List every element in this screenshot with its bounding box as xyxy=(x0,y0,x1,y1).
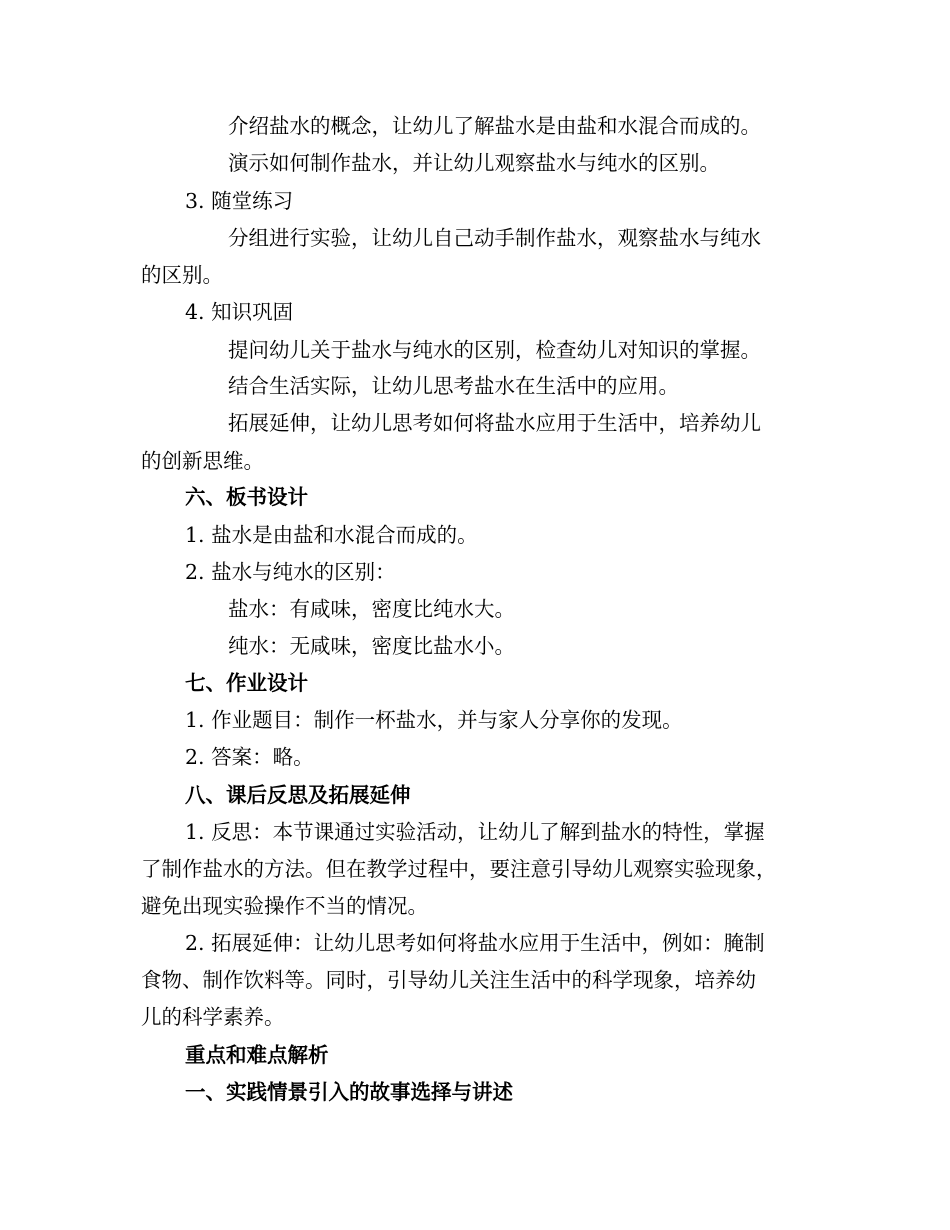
section-heading: 一、实践情景引入的故事选择与讲述 xyxy=(185,1080,513,1104)
paragraph-line: 儿的科学素养。 xyxy=(141,1005,285,1029)
list-item-heading: 3. 随堂练习 xyxy=(185,189,294,213)
list-item: 2. 答案：略。 xyxy=(185,745,314,769)
section-heading: 八、课后反思及拓展延伸 xyxy=(185,783,411,807)
section-heading: 七、作业设计 xyxy=(185,671,308,695)
paragraph-line: 提问幼儿关于盐水与纯水的区别，检查幼儿对知识的掌握。 xyxy=(228,338,761,362)
paragraph-line: 纯水：无咸味，密度比盐水小。 xyxy=(228,634,515,658)
paragraph-line: 演示如何制作盐水，并让幼儿观察盐水与纯水的区别。 xyxy=(228,151,720,175)
paragraph-line: 拓展延伸，让幼儿思考如何将盐水应用于生活中，培养幼儿 xyxy=(228,411,761,435)
paragraph-line: 的区别。 xyxy=(141,263,223,287)
list-item: 1. 盐水是由盐和水混合而成的。 xyxy=(185,523,478,547)
list-item: 1. 作业题目：制作一杯盐水，并与家人分享你的发现。 xyxy=(185,708,683,732)
paragraph-line: 食物、制作饮料等。同时，引导幼儿关注生活中的科学现象，培养幼 xyxy=(141,968,756,992)
paragraph-line: 1. 反思：本节课通过实验活动，让幼儿了解到盐水的特性，掌握 xyxy=(185,820,765,844)
paragraph-line: 了制作盐水的方法。但在教学过程中，要注意引导幼儿观察实验现象， xyxy=(141,857,777,881)
paragraph-line: 盐水：有咸味，密度比纯水大。 xyxy=(228,597,515,621)
section-heading: 重点和难点解析 xyxy=(185,1043,329,1067)
list-item: 2. 盐水与纯水的区别： xyxy=(185,560,396,584)
paragraph-line: 的创新思维。 xyxy=(141,449,264,473)
paragraph-line: 分组进行实验，让幼儿自己动手制作盐水，观察盐水与纯水 xyxy=(228,226,761,250)
list-item-heading: 4. 知识巩固 xyxy=(185,300,294,324)
paragraph-line: 避免出现实验操作不当的情况。 xyxy=(141,894,428,918)
paragraph-line: 介绍盐水的概念，让幼儿了解盐水是由盐和水混合而成的。 xyxy=(228,114,761,138)
paragraph-line: 结合生活实际，让幼儿思考盐水在生活中的应用。 xyxy=(228,374,679,398)
section-heading: 六、板书设计 xyxy=(185,485,308,509)
paragraph-line: 2. 拓展延伸：让幼儿思考如何将盐水应用于生活中，例如：腌制 xyxy=(185,931,765,955)
